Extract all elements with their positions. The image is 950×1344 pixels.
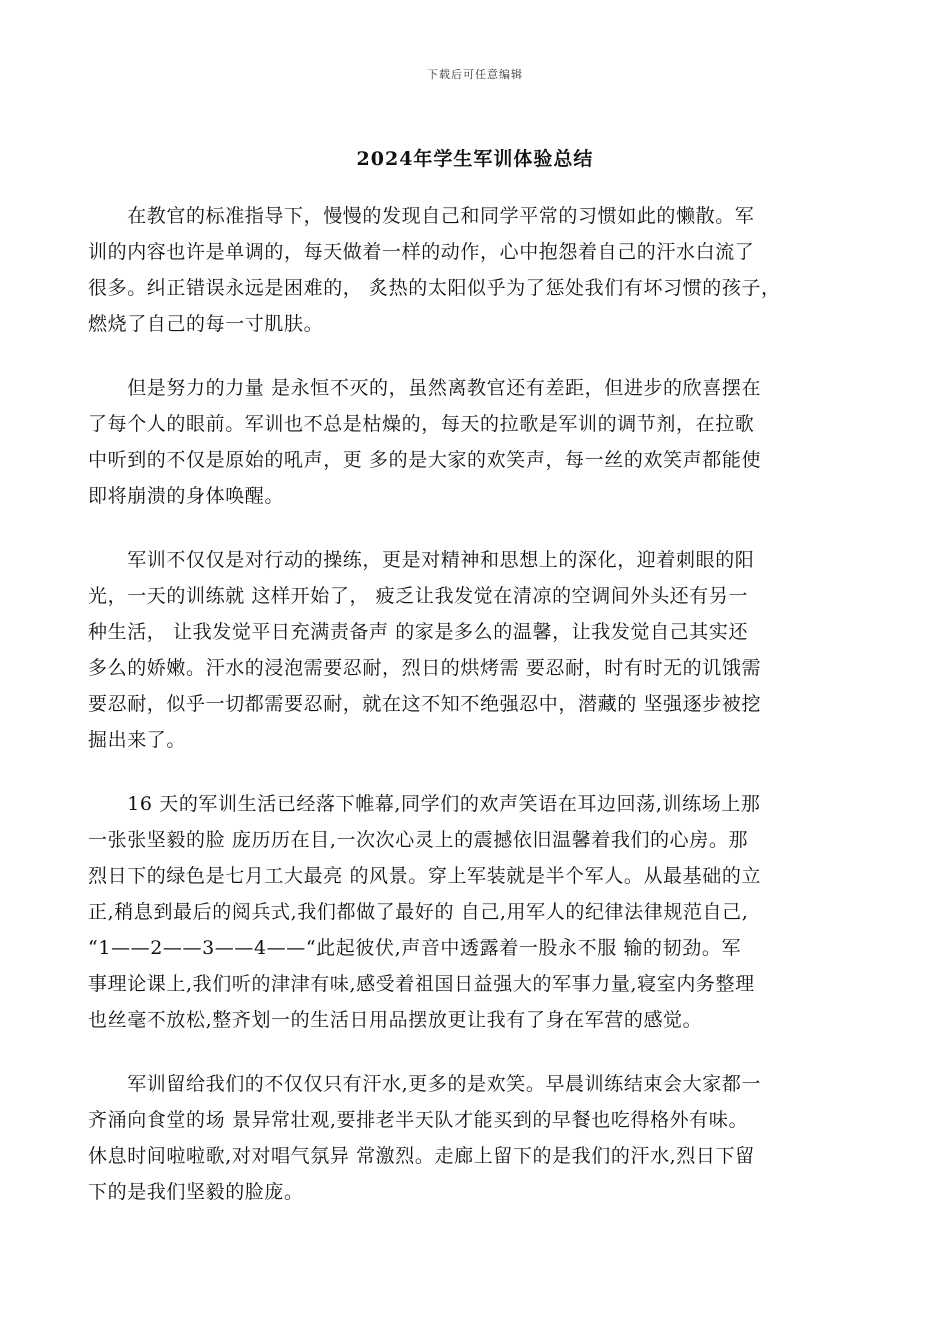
text-line: 也丝毫不放松,整齐划一的生活日用品摆放更让我有了身在军营的感觉。: [88, 1009, 703, 1031]
text-line: 了每个人的眼前。军训也不总是枯燥的，每天的拉歌是军训的调节剂，在拉歌: [88, 413, 755, 435]
text-line: 齐涌向食堂的场 景异常壮观,要排老半天队才能买到的早餐也吃得格外有味。: [88, 1109, 749, 1131]
text-line: 军训不仅仅是对行动的操练，更是对精神和思想上的深化，迎着刺眼的阳: [88, 549, 755, 571]
text-line: 军训留给我们的不仅仅只有汗水,更多的是欢笑。早晨训练结束会大家都一: [88, 1073, 762, 1095]
text-line: 下的是我们坚毅的脸庞。: [88, 1181, 304, 1203]
paragraph-3: [88, 542, 866, 758]
text-line: 休息时间啦啦歌,对对唱气氛异 常激烈。走廊上留下的是我们的汗水,烈日下留: [88, 1145, 755, 1167]
text-line: 正,稍息到最后的阅兵式,我们都做了最好的 自己,用军人的纪律法律规范自己,: [88, 901, 749, 923]
text-line: 很多。纠正错误永远是困难的， 炙热的太阳似乎为了惩处我们有坏习惯的孩子，: [88, 277, 781, 299]
paragraph-5: [88, 1066, 866, 1210]
document-body: [88, 198, 866, 1238]
text-line: 一张张坚毅的脸 庞历历在目,一次次心灵上的震撼依旧温馨着我们的心房。那: [88, 829, 749, 851]
header-note: 下载后可任意编辑: [427, 68, 523, 81]
text-line: 烈日下的绿色是七月工大最亮 的风景。穿上军装就是半个军人。从最基础的立: [88, 865, 762, 887]
paragraph-4: [88, 786, 866, 1038]
text-line: 事理论课上,我们听的津津有味,感受着祖国日益强大的军事力量,寝室内务整理: [88, 973, 755, 995]
text-line: 即将崩溃的身体唤醒。: [88, 485, 285, 507]
text-line: 光，一天的训练就 这样开始了， 疲乏让我发觉在清凉的空调间外头还有另一: [88, 585, 749, 607]
text-line: 多么的娇嫩。汗水的浸泡需要忍耐，烈日的烘烤需 要忍耐，时有时无的讥饿需: [88, 657, 762, 679]
text-line: 在教官的标准指导下，慢慢的发现自己和同学平常的习惯如此的懒散。军: [88, 205, 755, 227]
text-line: 种生活， 让我发觉平日充满责备声 的家是多么的温馨，让我发觉自己其实还: [88, 621, 749, 643]
text-line: “1——2——3——4——“此起彼伏,声音中透露着一股永不服 输的韧劲。军: [88, 937, 742, 959]
text-line: 16 天的军训生活已经落下帷幕,同学们的欢声笑语在耳边回荡,训练场上那: [88, 793, 761, 815]
text-line: 燃烧了自己的每一寸肌肤。: [88, 313, 324, 335]
text-line: 中听到的不仅是原始的吼声，更 多的是大家的欢笑声，每一丝的欢笑声都能使: [88, 449, 762, 471]
text-line: 但是努力的力量 是永恒不灭的，虽然离教官还有差距，但进步的欣喜摆在: [88, 377, 762, 399]
text-line: 训的内容也许是单调的，每天做着一样的动作，心中抱怨着自己的汗水白流了: [88, 241, 755, 263]
paragraph-2: [88, 370, 866, 514]
paragraph-1: [88, 198, 866, 342]
text-line: 掘出来了。: [88, 729, 187, 751]
text-line: 要忍耐，似乎一切都需要忍耐，就在这不知不绝强忍中，潜藏的 坚强逐步被挖: [88, 693, 762, 715]
document-title: 2024年学生军训体验总结: [356, 148, 594, 170]
